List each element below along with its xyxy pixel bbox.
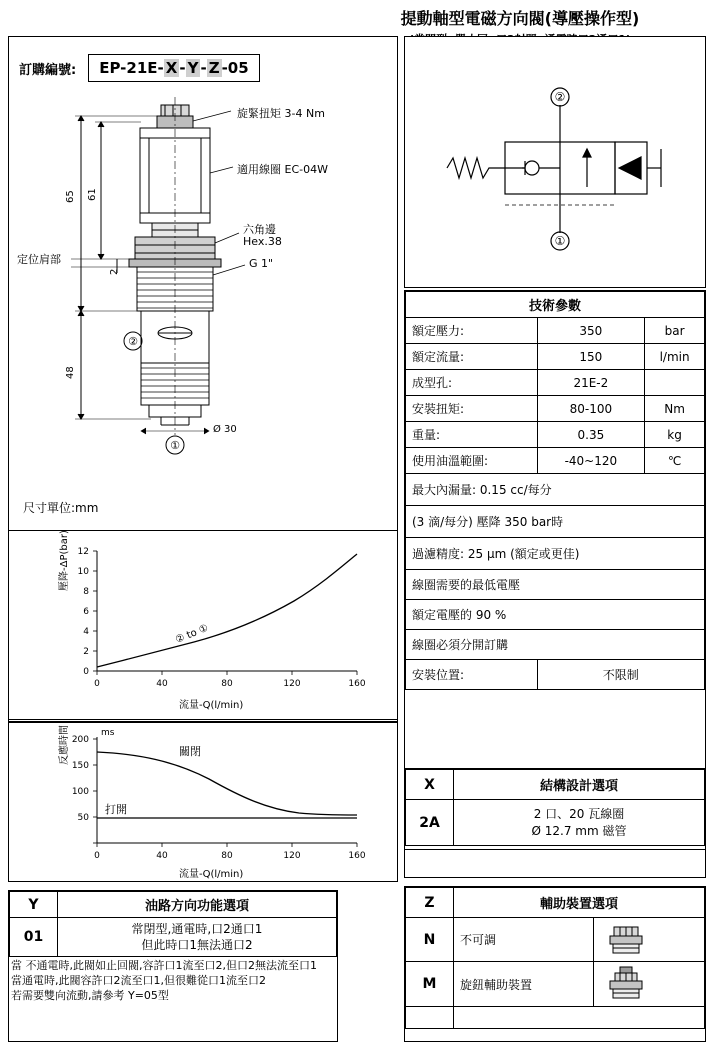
- svg-text:4: 4: [83, 627, 89, 637]
- svg-text:ms: ms: [101, 728, 115, 738]
- y-option-key: Y: [10, 892, 58, 918]
- z-option-icon-cell-m: [594, 962, 705, 1007]
- y-option-row-line2: 但此時口1無法通口2: [141, 938, 253, 953]
- y-option-row-key: 01: [10, 918, 58, 957]
- svg-text:100: 100: [71, 787, 89, 797]
- tech-note-5: 線圈必須分開訂購: [406, 630, 705, 660]
- table-row: [406, 318, 705, 344]
- order-code: [88, 54, 259, 82]
- symbol-port-1-label: ①: [554, 234, 566, 248]
- adjust-knob-icon: [600, 965, 652, 1003]
- cap-nut-icon: [600, 923, 652, 957]
- table-row: [406, 538, 705, 570]
- tech-unit-2: [645, 370, 705, 396]
- svg-text:40: 40: [156, 679, 168, 689]
- z-option-table: [405, 887, 705, 1029]
- x-option-header: 結構設計選項: [454, 770, 705, 800]
- chart2-y-label: 反應時間: [59, 725, 70, 765]
- y-option-header: 油路方向功能選項: [58, 892, 337, 918]
- table-row: [406, 570, 705, 600]
- svg-text:80: 80: [221, 851, 233, 861]
- tech-unit-0: bar: [645, 318, 705, 344]
- y-option-notes: [9, 957, 337, 1004]
- technical-parameters-table: [405, 291, 705, 690]
- table-row: [406, 660, 705, 690]
- y-note-2: 當通電時,此閥容許口2流至口1,但很難從口1流至口2: [11, 974, 266, 988]
- table-row: [406, 962, 705, 1007]
- table-row: [406, 292, 705, 318]
- tech-name-3: 安裝扭矩:: [406, 396, 538, 422]
- tech-unit-4: kg: [645, 422, 705, 448]
- page-title: 提動軸型電磁方向閥(導壓操作型): [400, 9, 640, 28]
- tech-note-2: 過濾精度: 25 μm (額定或更佳): [406, 538, 705, 570]
- svg-text:120: 120: [283, 851, 301, 861]
- order-number-label: 訂購編號:: [19, 62, 77, 78]
- chart2-x-label: 流量-Q(l/min): [179, 869, 244, 880]
- svg-text:80: 80: [221, 679, 233, 689]
- svg-text:50: 50: [77, 813, 89, 823]
- chart2-annotation-open: 打開: [105, 803, 127, 816]
- callout-hex-cn: 六角邊: [243, 223, 276, 236]
- order-code-y: Y: [187, 59, 199, 77]
- table-row: [406, 370, 705, 396]
- z-option-row-key-n: N: [406, 918, 454, 962]
- callout-torque: 旋緊扭矩 3-4 Nm: [237, 107, 325, 120]
- table-row: [406, 344, 705, 370]
- z-option-row-key-m: M: [406, 962, 454, 1007]
- z-option-key: Z: [406, 888, 454, 918]
- chart1-x-label: 流量-Q(l/min): [179, 700, 244, 711]
- callout-coil: 適用線圈 EC-04W: [237, 163, 328, 176]
- order-number-row: [19, 51, 389, 85]
- chart1-y-label: 壓降-ΔP(bar): [59, 530, 70, 591]
- z-option-header: 輔助裝置選項: [454, 888, 705, 918]
- tech-name-5: 使用油溫範圍:: [406, 448, 538, 474]
- order-code-suffix: -05: [221, 59, 249, 77]
- tech-name-4: 重量:: [406, 422, 538, 448]
- y-option-row-line1: 常閉型,通電時,口2通口1: [131, 922, 263, 936]
- dim-65: 65: [65, 190, 76, 203]
- svg-text:②: ②: [128, 335, 138, 348]
- x-option-key: X: [406, 770, 454, 800]
- table-row: [406, 600, 705, 630]
- z-option-empty-key: [406, 1007, 454, 1029]
- dim-diameter-30: Ø 30: [213, 424, 237, 435]
- dim-2: 2: [109, 268, 120, 275]
- svg-text:40: 40: [156, 851, 168, 861]
- callout-hex-en: Hex.38: [243, 235, 282, 248]
- tech-value-2: 21E-2: [537, 370, 645, 396]
- tech-note-3: 線圈需要的最低電壓: [406, 570, 705, 600]
- y-note-1: 當 不通電時,此閥如止回閥,容許口1流至口2,但口2無法流至口1: [11, 959, 317, 973]
- y-note-3: 若需要雙向流動,請參考 Y=05型: [11, 989, 169, 1003]
- svg-text:0: 0: [94, 679, 100, 689]
- tech-unit-3: Nm: [645, 396, 705, 422]
- tech-value-0: 350: [537, 318, 645, 344]
- svg-text:120: 120: [283, 679, 301, 689]
- table-row: [10, 892, 337, 918]
- dim-48: 48: [65, 366, 76, 379]
- svg-text:10: 10: [77, 567, 89, 577]
- cartridge-valve-drawing: [9, 83, 399, 563]
- svg-text:2: 2: [83, 647, 89, 657]
- table-row: [406, 422, 705, 448]
- tech-header: 技術參數: [406, 292, 705, 318]
- x-option-row-desc: [454, 800, 705, 846]
- order-code-dash1: -: [179, 59, 186, 77]
- svg-text:6: 6: [83, 607, 89, 617]
- tech-value-1: 150: [537, 344, 645, 370]
- chart1-annotation: ② to ①: [174, 622, 210, 646]
- tech-mount-name: 安裝位置:: [406, 660, 538, 690]
- svg-text:8: 8: [83, 587, 89, 597]
- hydraulic-symbol: [405, 37, 705, 287]
- svg-text:0: 0: [83, 667, 89, 677]
- table-row: [406, 474, 705, 506]
- table-row: [406, 800, 705, 846]
- tech-value-5: -40~120: [537, 448, 645, 474]
- chart2-annotation-close: 關閉: [179, 745, 201, 758]
- x-option-row-line1: 2 口、20 瓦線圈: [533, 807, 625, 822]
- y-option-table: [9, 891, 337, 957]
- tech-unit-1: l/min: [645, 344, 705, 370]
- tech-value-3: 80-100: [537, 396, 645, 422]
- table-row: [406, 506, 705, 538]
- hydraulic-symbol-panel: [404, 36, 706, 288]
- svg-text:160: 160: [348, 679, 366, 689]
- x-option-row-line2: Ø 12.7 mm 磁管: [531, 823, 627, 838]
- pressure-drop-chart-panel: [8, 530, 398, 720]
- svg-text:12: 12: [77, 547, 89, 557]
- response-time-chart-panel: [8, 722, 398, 882]
- callout-shoulder: 定位肩部: [17, 253, 61, 266]
- svg-text:0: 0: [94, 851, 100, 861]
- table-row: [406, 888, 705, 918]
- tech-mount-value: 不限制: [537, 660, 704, 690]
- tech-name-1: 額定流量:: [406, 344, 538, 370]
- x-option-panel: [404, 768, 706, 850]
- table-row: [406, 630, 705, 660]
- tech-unit-5: ℃: [645, 448, 705, 474]
- dim-61: 61: [87, 188, 98, 201]
- table-row: [406, 396, 705, 422]
- y-option-row-desc: [58, 918, 337, 957]
- svg-text:①: ①: [170, 439, 180, 452]
- z-option-panel: [404, 886, 706, 1042]
- tech-note-4: 額定電壓的 90 %: [406, 600, 705, 630]
- valve-outline-svg: [9, 83, 399, 563]
- svg-text:150: 150: [71, 761, 89, 771]
- table-row: [406, 448, 705, 474]
- z-option-empty-desc: [454, 1007, 705, 1029]
- svg-text:200: 200: [71, 735, 89, 745]
- order-code-prefix: EP-21E-: [99, 59, 164, 77]
- z-option-icon-cell-n: [594, 918, 705, 962]
- tech-name-0: 額定壓力:: [406, 318, 538, 344]
- x-option-row-key: 2A: [406, 800, 454, 846]
- table-row: [406, 1007, 705, 1029]
- svg-text:160: 160: [348, 851, 366, 861]
- table-row: [406, 918, 705, 962]
- tech-note-1: (3 滴/每分) 壓降 350 bar時: [406, 506, 705, 538]
- symbol-port-2-label: ②: [554, 90, 566, 104]
- order-code-dash2: -: [200, 59, 207, 77]
- z-option-row-label-n: 不可調: [454, 918, 594, 962]
- x-option-table: [405, 769, 705, 846]
- order-code-z: Z: [208, 59, 220, 77]
- callout-thread: G 1": [249, 257, 274, 270]
- tech-name-2: 成型孔:: [406, 370, 538, 396]
- z-option-row-label-m: 旋鈕輔助裝置: [454, 962, 594, 1007]
- table-row: [406, 770, 705, 800]
- order-code-x: X: [165, 59, 178, 77]
- table-row: [10, 918, 337, 957]
- tech-note-0: 最大內漏量: 0.15 cc/每分: [406, 474, 705, 506]
- y-option-panel: [8, 890, 338, 1042]
- tech-value-4: 0.35: [537, 422, 645, 448]
- dimension-unit-note: 尺寸單位:mm: [23, 501, 99, 515]
